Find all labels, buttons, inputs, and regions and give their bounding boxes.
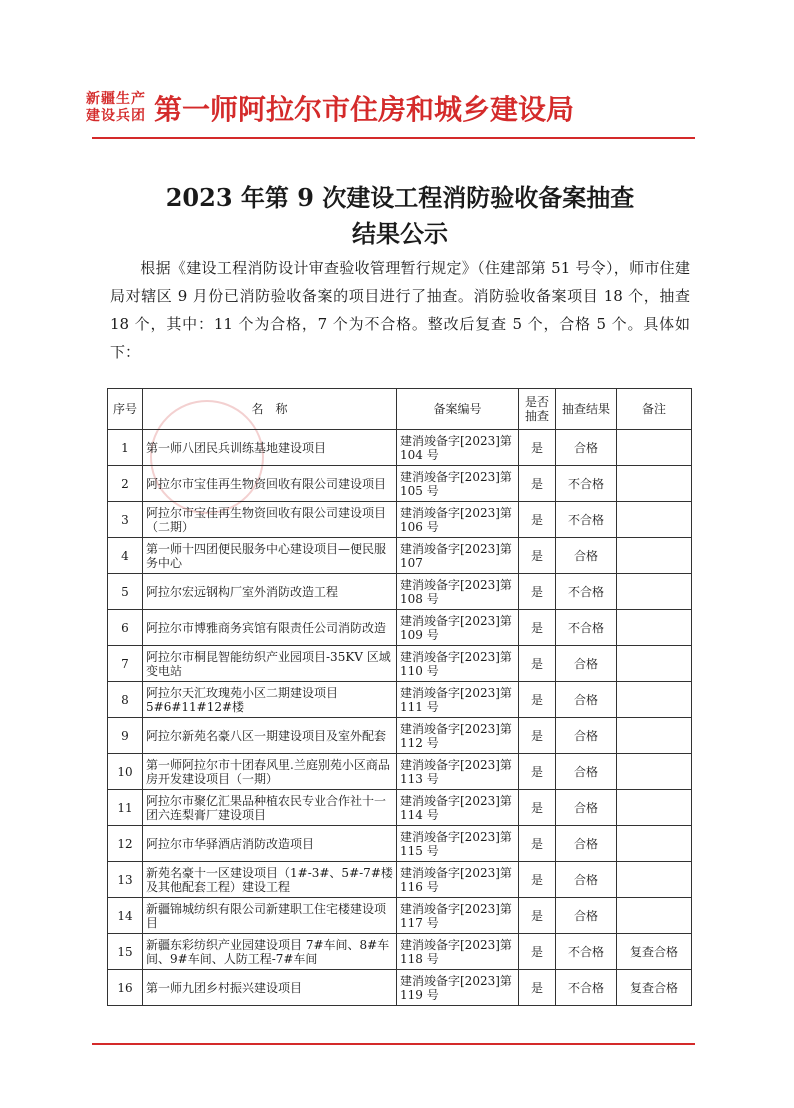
record-number-cell: 建消竣备字[2023]第 119 号 [397,970,519,1006]
table-row [108,826,692,862]
col-result-header: 抽查结果 [556,389,617,430]
record-number-cell: 建消竣备字[2023]第 105 号 [397,466,519,502]
record-number-cell: 建消竣备字[2023]第 109 号 [397,610,519,646]
check-result-cell: 合格 [556,898,617,934]
record-number-cell: 建消竣备字[2023]第 117 号 [397,898,519,934]
project-name-cell: 新疆东彩纺织产业园建设项目 7#车间、8#车间、9#车间、人防工程-7#车间 [143,934,397,970]
project-name-cell: 阿拉尔天汇玫瑰苑小区二期建设项目5#6#11#12#楼 [143,682,397,718]
remark-cell [617,718,692,754]
record-number-cell: 建消竣备字[2023]第 110 号 [397,646,519,682]
remark-cell: 复查合格 [617,934,692,970]
org-name [86,91,146,125]
row-number-cell: 6 [108,610,143,646]
table-row [108,466,692,502]
record-number-cell: 建消竣备字[2023]第 112 号 [397,718,519,754]
row-number-cell: 2 [108,466,143,502]
check-result-cell: 合格 [556,862,617,898]
table-row [108,898,692,934]
record-number-cell: 建消竣备字[2023]第 104 号 [397,430,519,466]
check-result-cell: 合格 [556,538,617,574]
agency-name: 第一师阿拉尔市住房和城乡建设局 [154,93,575,126]
check-result-cell: 不合格 [556,466,617,502]
record-number-cell: 建消竣备字[2023]第 116 号 [397,862,519,898]
check-result-cell: 合格 [556,826,617,862]
row-number-cell: 14 [108,898,143,934]
checked-flag-cell: 是 [519,970,556,1006]
check-result-cell: 不合格 [556,934,617,970]
project-name-cell: 第一师八团民兵训练基地建设项目 [143,430,397,466]
remark-cell: 复查合格 [617,970,692,1006]
org-line-1: 新疆生产 [86,91,146,107]
table-row [108,934,692,970]
remark-cell [617,430,692,466]
record-number-cell: 建消竣备字[2023]第 115 号 [397,826,519,862]
col-no-header: 序号 [108,389,143,430]
project-name-cell: 阿拉尔新苑名豪八区一期建设项目及室外配套 [143,718,397,754]
row-number-cell: 15 [108,934,143,970]
results-table [107,388,692,1006]
table-row [108,646,692,682]
org-line-2: 建设兵团 [86,108,146,124]
remark-cell [617,790,692,826]
check-result-cell: 合格 [556,646,617,682]
table-row [108,574,692,610]
row-number-cell: 10 [108,754,143,790]
remark-cell [617,862,692,898]
checked-flag-cell: 是 [519,502,556,538]
record-number-cell: 建消竣备字[2023]第 118 号 [397,934,519,970]
project-name-cell: 第一师九团乡村振兴建设项目 [143,970,397,1006]
checked-flag-cell: 是 [519,718,556,754]
table-row [108,754,692,790]
checked-flag-cell: 是 [519,682,556,718]
remark-cell [617,826,692,862]
intro-paragraph [110,254,690,366]
remark-cell [617,574,692,610]
checked-flag-cell: 是 [519,790,556,826]
project-name-cell: 阿拉尔宏远钢构厂室外消防改造工程 [143,574,397,610]
row-number-cell: 9 [108,718,143,754]
title-line-1: 2023 年第 9 次建设工程消防验收备案抽查 [165,183,635,212]
checked-flag-cell: 是 [519,934,556,970]
project-name-cell: 新苑名豪十一区建设项目（1#-3#、5#-7#楼及其他配套工程）建设工程 [143,862,397,898]
row-number-cell: 11 [108,790,143,826]
checked-flag-cell: 是 [519,754,556,790]
table-row [108,718,692,754]
row-number-cell: 12 [108,826,143,862]
project-name-cell: 阿拉尔市宝佳再生物资回收有限公司建设项目（二期） [143,502,397,538]
checked-flag-cell: 是 [519,610,556,646]
row-number-cell: 1 [108,430,143,466]
col-checked-header: 是否抽查 [519,389,556,430]
table-row [108,610,692,646]
document-title [110,180,690,252]
remark-cell [617,610,692,646]
check-result-cell: 不合格 [556,610,617,646]
project-name-cell: 阿拉尔市博雅商务宾馆有限责任公司消防改造 [143,610,397,646]
row-number-cell: 13 [108,862,143,898]
table-header-row [108,389,692,430]
remark-cell [617,538,692,574]
checked-flag-cell: 是 [519,898,556,934]
checked-flag-cell: 是 [519,574,556,610]
checked-flag-cell: 是 [519,430,556,466]
record-number-cell: 建消竣备字[2023]第 106 号 [397,502,519,538]
record-number-cell: 建消竣备字[2023]第 114 号 [397,790,519,826]
table-row [108,790,692,826]
project-name-cell: 第一师阿拉尔市十团春风里.兰庭别苑小区商品房开发建设项目（一期） [143,754,397,790]
row-number-cell: 8 [108,682,143,718]
project-name-cell: 阿拉尔市聚亿汇果品种植农民专业合作社十一团六连梨膏厂建设项目 [143,790,397,826]
project-name-cell: 第一师十四团便民服务中心建设项目—便民服务中心 [143,538,397,574]
row-number-cell: 16 [108,970,143,1006]
record-number-cell: 建消竣备字[2023]第 111 号 [397,682,519,718]
row-number-cell: 4 [108,538,143,574]
check-result-cell: 不合格 [556,970,617,1006]
row-number-cell: 5 [108,574,143,610]
header-divider [92,137,695,139]
record-number-cell: 建消竣备字[2023]第 107 [397,538,519,574]
table-row [108,538,692,574]
table-row [108,970,692,1006]
remark-cell [617,646,692,682]
check-result-cell: 不合格 [556,574,617,610]
check-result-cell: 合格 [556,718,617,754]
record-number-cell: 建消竣备字[2023]第 108 号 [397,574,519,610]
remark-cell [617,754,692,790]
check-result-cell: 合格 [556,682,617,718]
remark-cell [617,466,692,502]
check-result-cell: 合格 [556,790,617,826]
row-number-cell: 7 [108,646,143,682]
checked-flag-cell: 是 [519,826,556,862]
col-record-header: 备案编号 [397,389,519,430]
table-row [108,682,692,718]
project-name-cell: 阿拉尔市桐昆智能纺织产业园项目-35KV 区域变电站 [143,646,397,682]
project-name-cell: 阿拉尔市华驿酒店消防改造项目 [143,826,397,862]
record-number-cell: 建消竣备字[2023]第 113 号 [397,754,519,790]
remark-cell [617,682,692,718]
title-line-2: 结果公示 [352,219,448,248]
row-number-cell: 3 [108,502,143,538]
col-remark-header: 备注 [617,389,692,430]
remark-cell [617,502,692,538]
checked-flag-cell: 是 [519,646,556,682]
letterhead [86,88,574,128]
table-row [108,430,692,466]
checked-flag-cell: 是 [519,862,556,898]
check-result-cell: 合格 [556,430,617,466]
remark-cell [617,898,692,934]
project-name-cell: 阿拉尔市宝佳再生物资回收有限公司建设项目 [143,466,397,502]
intro-text: 根据《建设工程消防设计审查验收管理暂行规定》（住建部第 51 号令），师市住建局对辖区 9 月份已消防验收备案的项目进行了抽查。消防验收备案项目 18 个，抽查 18 个，其中：11 个为合格，7 个为不合格。整改后复查 5 个，合格 5 个。具体如下： [110,259,690,361]
table-row [108,502,692,538]
check-result-cell: 合格 [556,754,617,790]
check-result-cell: 不合格 [556,502,617,538]
checked-flag-cell: 是 [519,538,556,574]
footer-divider [92,1043,695,1045]
checked-flag-cell: 是 [519,466,556,502]
col-name-header: 名 称 [143,389,397,430]
project-name-cell: 新疆锦城纺织有限公司新建职工住宅楼建设项目 [143,898,397,934]
table-row [108,862,692,898]
